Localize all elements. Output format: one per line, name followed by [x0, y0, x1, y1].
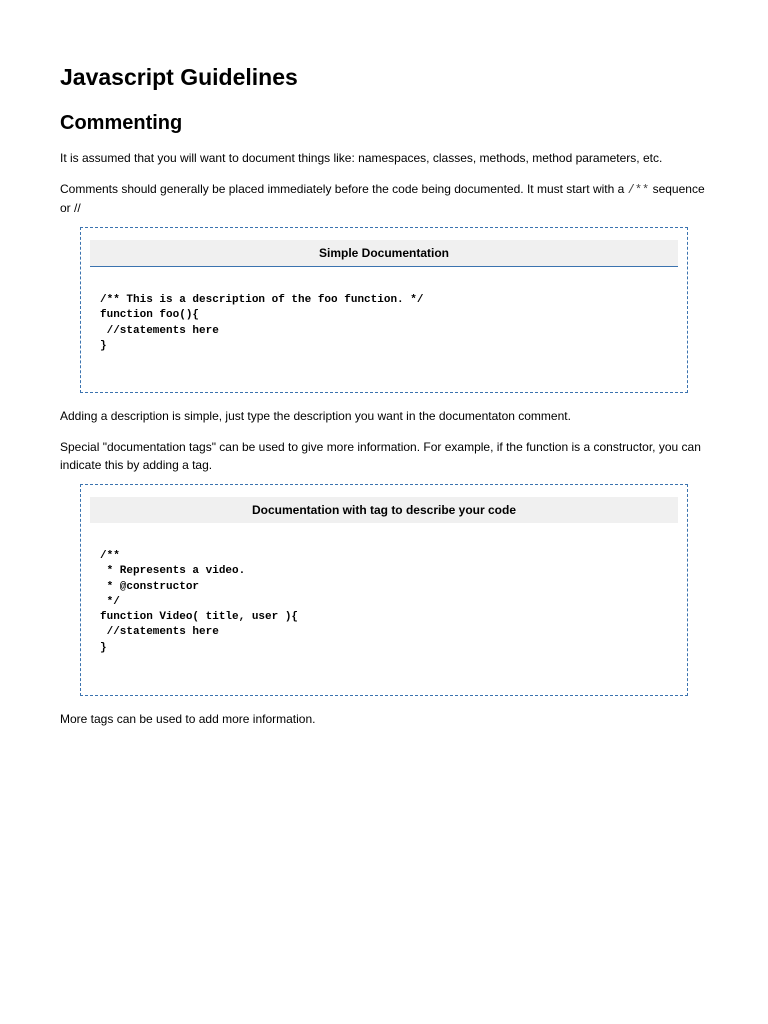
page-title: Javascript Guidelines	[60, 64, 298, 90]
paragraph-more-tags: More tags can be used to add more information.	[60, 712, 316, 726]
paragraph-comment-placement	[60, 180, 708, 217]
code-panel-tags	[80, 484, 688, 696]
code-block: /** This is a description of the foo function. */ function foo(){ //statements here }	[100, 294, 424, 352]
inline-code: /**	[627, 183, 650, 197]
paragraph-intro: It is assumed that you will want to document things like: namespaces, classes, methods, method parameters, etc.	[60, 151, 663, 165]
code-panel-simple	[80, 227, 688, 393]
code-panel-title: Simple Documentation	[90, 240, 678, 267]
section-heading: Commenting	[60, 112, 183, 134]
paragraph-text: sequence or //	[60, 182, 705, 215]
paragraph-tags: Special "documentation tags" can be used to give more information. For example, if the function is a constructor, you can indicate this by adding a tag.	[60, 440, 701, 472]
paragraph-description: Adding a description is simple, just type the description you want in the documentaton comment.	[60, 409, 571, 423]
code-block: /** * Represents a video. * @constructor */ function Video( title, user ){ //statements here }	[100, 550, 299, 654]
code-panel-title: Documentation with tag to describe your code	[90, 497, 678, 523]
paragraph-text: Comments should generally be placed immediately before the code being documented. It must start with a	[60, 182, 628, 196]
